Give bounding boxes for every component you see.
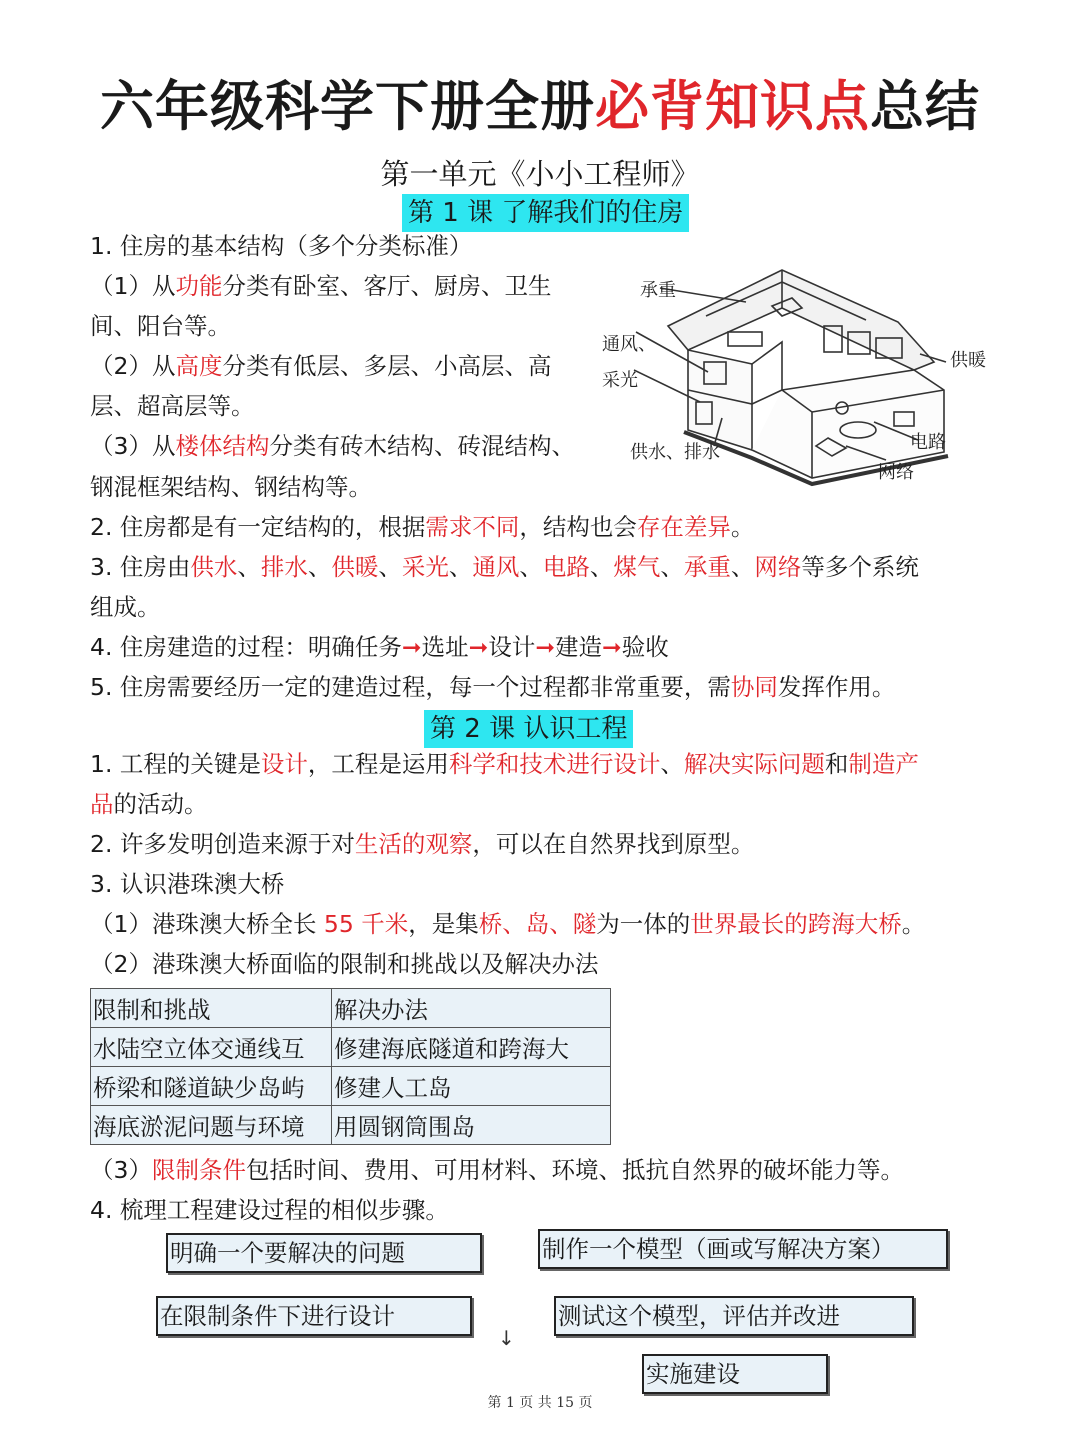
table-cell: 用圆钢筒围岛 [332, 1106, 611, 1145]
step-build: 实施建设 [642, 1354, 828, 1394]
arrow-down-icon: ↓ [498, 1326, 515, 1350]
table-row [91, 1067, 611, 1106]
lesson1-point-3: 3. 住房由供水、排水、供暖、采光、通风、电路、煤气、承重、网络等多个系统 [90, 553, 919, 581]
step-define-problem: 明确一个要解决的问题 [166, 1233, 482, 1273]
step-design: 在限制条件下进行设计 [156, 1296, 472, 1336]
table-cell: 修建海底隧道和跨海大 [332, 1028, 611, 1067]
arrow-right-icon: ➞ [535, 633, 556, 661]
table-row [91, 1028, 611, 1067]
lesson2-constraints: （3）限制条件包括时间、费用、可用材料、环境、抵抗自然界的破坏能力等。 [90, 1156, 904, 1184]
house-diagram [596, 262, 1000, 502]
lesson1-point-height: （2）从高度分类有低层、多层、小高层、高 [90, 352, 552, 380]
lesson1-point-height-cont: 层、超高层等。 [90, 392, 255, 420]
lesson1-point-5: 5. 住房需要经历一定的建造过程，每一个过程都非常重要，需协同发挥作用。 [90, 673, 896, 701]
lesson2-point-1: 1. 工程的关键是设计，工程是运用科学和技术进行设计、解决实际问题和制造产 [90, 750, 919, 778]
arrow-right-icon: ➞ [602, 633, 622, 661]
table-header: 解决办法 [332, 989, 611, 1028]
table-cell: 修建人工岛 [332, 1067, 611, 1106]
label-water: 供水、排水 [630, 442, 720, 463]
lesson1-point-2: 2. 住房都是有一定结构的，根据需求不同，结构也会存在差异。 [90, 513, 755, 541]
lesson1-point-1: 1. 住房的基本结构（多个分类标准） [90, 232, 473, 260]
lesson1-point-function: （1）从功能分类有卧室、客厅、厨房、卫生 [90, 272, 552, 300]
lesson2-point-3: 3. 认识港珠澳大桥 [90, 870, 285, 898]
lesson-2-title: 第 2 课 认识工程 [424, 710, 633, 748]
lesson-1-title: 第 1 课 了解我们的住房 [402, 194, 689, 232]
page-number: 第 1 页 共 15 页 [487, 1395, 593, 1411]
table-row [91, 1106, 611, 1145]
arrow-right-icon: ➞ [468, 633, 489, 661]
lesson1-point-4: 4. 住房建造的过程：明确任务➞选址➞设计➞建造➞验收 [90, 633, 669, 661]
page-title: 六年级科学下册全册必背知识点总结 [100, 75, 980, 138]
label-heating: 供暖 [950, 350, 986, 371]
lesson2-bridge-challenges: （2）港珠澳大桥面临的限制和挑战以及解决办法 [90, 950, 599, 978]
unit-title: 第一单元《小小工程师》 [380, 157, 700, 191]
challenges-table [90, 988, 611, 1145]
label-circuit: 电路 [910, 432, 946, 453]
lesson2-point-2: 2. 许多发明创造来源于对生活的观察，可以在自然界找到原型。 [90, 830, 755, 858]
lesson1-point-structure: （3）从楼体结构分类有砖木结构、砖混结构、 [90, 432, 575, 460]
label-lighting: 采光 [602, 370, 638, 391]
label-load-bearing: 承重 [640, 280, 676, 301]
label-ventilation: 通风、 [602, 334, 656, 355]
table-cell: 海底淤泥问题与环境 [91, 1106, 332, 1145]
step-make-model: 制作一个模型（画或写解决方案） [538, 1229, 948, 1269]
table-cell: 桥梁和隧道缺少岛屿 [91, 1067, 332, 1106]
step-test-model: 测试这个模型，评估并改进 [554, 1296, 914, 1336]
table-header: 限制和挑战 [91, 989, 332, 1028]
table-cell: 水陆空立体交通线互 [91, 1028, 332, 1067]
lesson1-point-3-cont: 组成。 [90, 593, 161, 621]
lesson1-point-structure-cont: 钢混框架结构、钢结构等。 [90, 473, 372, 501]
lesson2-point-1-cont: 品的活动。 [90, 790, 208, 818]
lesson2-point-4: 4. 梳理工程建设过程的相似步骤。 [90, 1196, 449, 1224]
table-header-row [91, 989, 611, 1028]
lesson1-point-function-cont: 间、阳台等。 [90, 312, 231, 340]
lesson2-bridge-length: （1）港珠澳大桥全长 55 千米，是集桥、岛、隧为一体的世界最长的跨海大桥。 [90, 910, 926, 938]
arrow-right-icon: ➞ [401, 633, 422, 661]
label-network: 网络 [878, 462, 914, 483]
